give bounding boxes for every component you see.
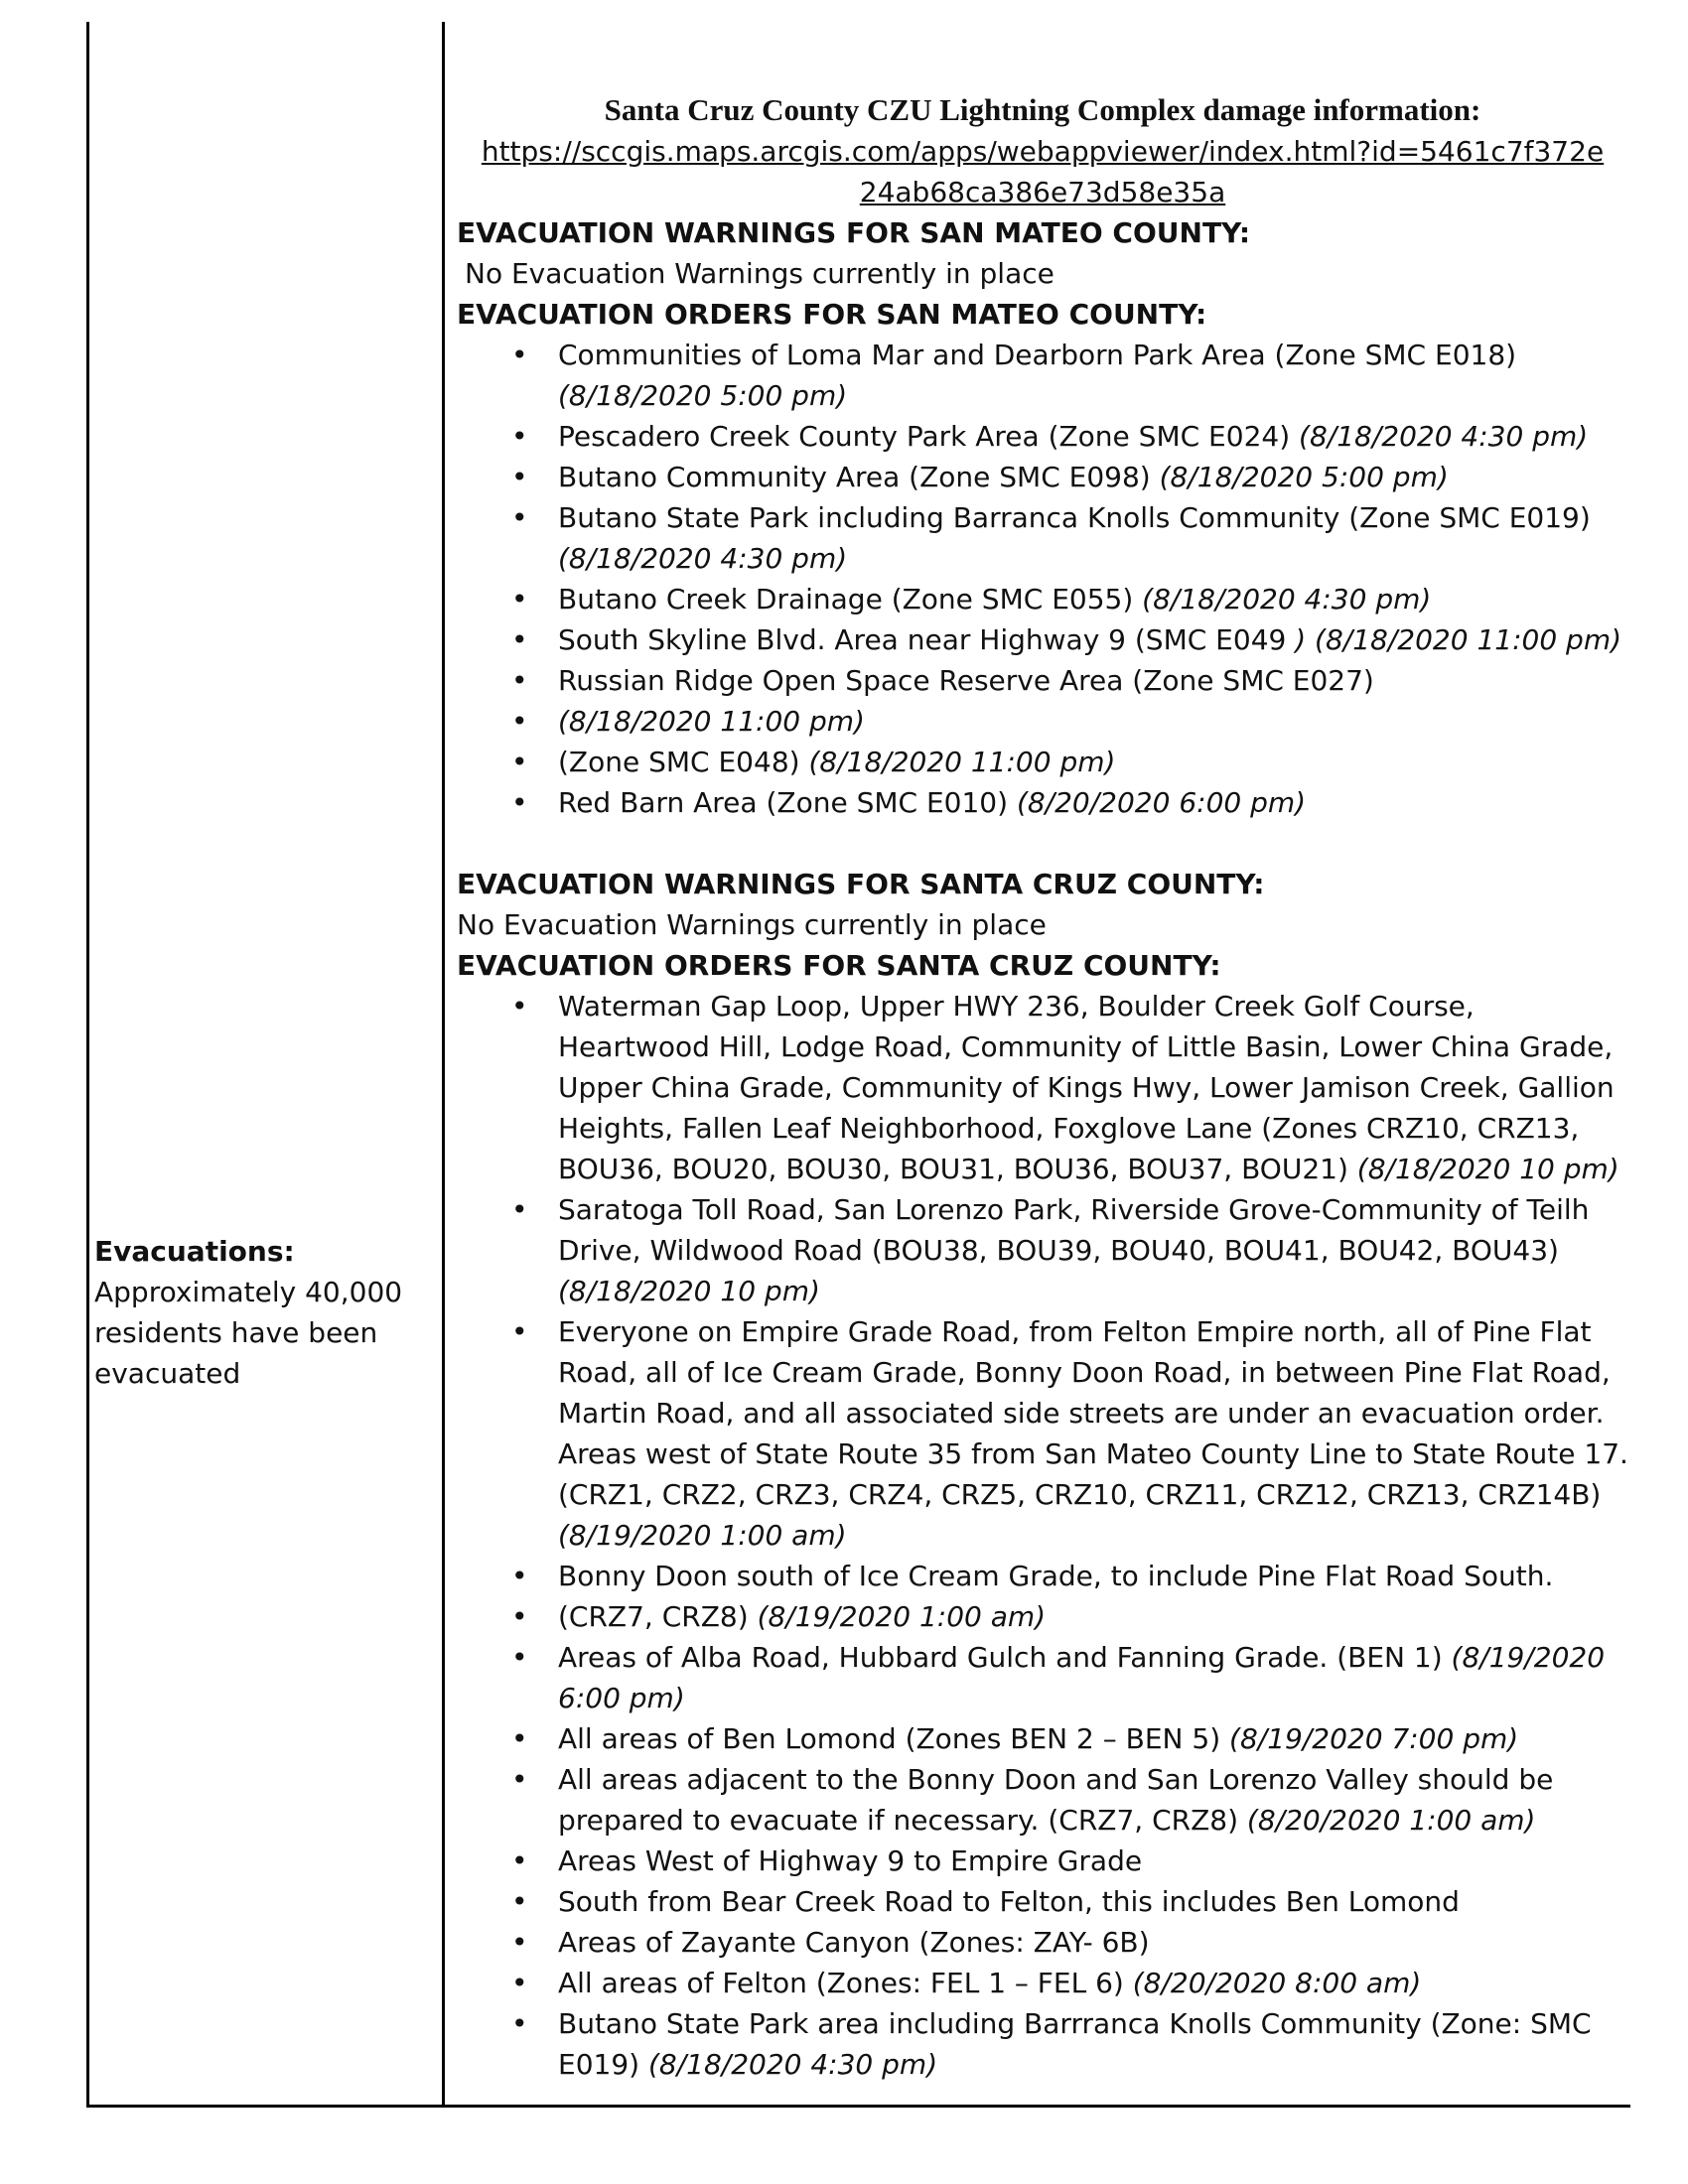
list-item bbox=[457, 742, 1628, 782]
bullet-icon: • bbox=[511, 786, 528, 819]
order-text: Butano State Park area including Barrranca Knolls Community (Zone: SMC E019) bbox=[558, 2007, 1592, 2081]
bullet-icon: • bbox=[511, 705, 528, 738]
evacuations-label: Evacuations: bbox=[94, 1235, 295, 1268]
list-item bbox=[457, 1881, 1628, 1922]
list-item bbox=[457, 1963, 1628, 2003]
order-text: Red Barn Area (Zone SMC E010) bbox=[558, 786, 1009, 819]
order-text: Butano Community Area (Zone SMC E098) bbox=[558, 461, 1151, 493]
order-date: ) (8/18/2020 11:00 pm) bbox=[1295, 623, 1622, 656]
order-text: (CRZ7, CRZ8) bbox=[558, 1600, 749, 1633]
bullet-icon: • bbox=[511, 583, 528, 615]
order-text: South Skyline Blvd. Area near Highway 9 (SMC E049 bbox=[558, 623, 1287, 656]
bullet-icon: • bbox=[511, 746, 528, 778]
list-item bbox=[457, 619, 1628, 660]
order-text: Everyone on Empire Grade Road, from Felton Empire north, all of Pine Flat Road, all of Ice Cream Grade, Bonny Doon Road, in between Pine Flat Road, Martin Road, and all associated side streets are under an evacuation order. Areas west of State Route 35 from San Mateo County Line to State Route 17. (CRZ1, CRZ2, CRZ3, CRZ4, CRZ5, CRZ10, CRZ11, CRZ12, CRZ13, CRZ14B) bbox=[558, 1315, 1628, 1511]
list-item bbox=[457, 579, 1628, 619]
damage-info-link[interactable]: https://sccgis.maps.arcgis.com/apps/webappviewer/index.html?id=5461c7f372e24ab68ca386e73d58e35a bbox=[481, 135, 1605, 208]
list-item bbox=[457, 1311, 1628, 1556]
order-text: Areas of Zayante Canyon (Zones: ZAY- 6B) bbox=[558, 1926, 1150, 1959]
order-text: Communities of Loma Mar and Dearborn Park Area (Zone SMC E018) bbox=[558, 339, 1517, 371]
bullet-icon: • bbox=[511, 990, 528, 1023]
order-date: (8/18/2020 5:00 pm) bbox=[1159, 461, 1449, 493]
order-date: (8/18/2020 11:00 pm) bbox=[558, 705, 865, 738]
smc-orders-heading: EVACUATION ORDERS FOR SAN MATEO COUNTY: bbox=[457, 298, 1207, 331]
bullet-icon: • bbox=[511, 1722, 528, 1755]
smc-warnings-heading: EVACUATION WARNINGS FOR SAN MATEO COUNTY: bbox=[457, 216, 1251, 249]
bullet-icon: • bbox=[511, 420, 528, 453]
order-text: Areas of Alba Road, Hubbard Gulch and Fanning Grade. (BEN 1) bbox=[558, 1641, 1443, 1674]
order-text: All areas of Ben Lomond (Zones BEN 2 – BEN 5) bbox=[558, 1722, 1221, 1755]
order-date: (8/18/2020 4:30 pm) bbox=[1299, 420, 1589, 453]
list-item bbox=[457, 701, 1628, 742]
order-text: Waterman Gap Loop, Upper HWY 236, Boulder Creek Golf Course, Heartwood Hill, Lodge Road, Community of Little Basin, Lower China Grade, Upper China Grade, Community of Kings Hwy, Lower Jamison Creek, Gallion Heights, Fallen Leaf Neighborhood, Foxglove Lane (Zones CRZ10, CRZ13, BOU36, BOU20, BOU30, BOU31, BOU36, BOU37, BOU21) bbox=[558, 990, 1615, 1185]
list-item bbox=[457, 2003, 1628, 2085]
list-item bbox=[457, 457, 1628, 497]
order-text: Areas West of Highway 9 to Empire Grade bbox=[558, 1844, 1143, 1877]
order-date: (8/18/2020 4:30 pm) bbox=[647, 2048, 938, 2081]
list-item bbox=[457, 1189, 1628, 1311]
bullet-icon: • bbox=[511, 1885, 528, 1918]
order-text: Butano Creek Drainage (Zone SMC E055) bbox=[558, 583, 1134, 615]
list-item bbox=[457, 1556, 1628, 1596]
list-item bbox=[457, 660, 1628, 701]
order-text: All areas adjacent to the Bonny Doon and San Lorenzo Valley should be prepared to evacuate if necessary. (CRZ7, CRZ8) bbox=[558, 1763, 1554, 1837]
order-text: South from Bear Creek Road to Felton, this includes Ben Lomond bbox=[558, 1885, 1460, 1918]
evacuations-summary: Approximately 40,000 residents have been evacuated bbox=[94, 1276, 403, 1390]
bullet-icon: • bbox=[511, 1967, 528, 1999]
bullet-icon: • bbox=[511, 1600, 528, 1633]
smc-warnings-text: No Evacuation Warnings currently in place bbox=[465, 257, 1055, 290]
evacuations-detail-cell bbox=[457, 89, 1628, 2085]
smc-orders-list bbox=[457, 335, 1628, 823]
order-date: (8/18/2020 5:00 pm) bbox=[558, 379, 848, 412]
order-date: (8/19/2020 7:00 pm) bbox=[1229, 1722, 1519, 1755]
order-text: All areas of Felton (Zones: FEL 1 – FEL 6) bbox=[558, 1967, 1124, 1999]
list-item bbox=[457, 986, 1628, 1189]
table-column-divider bbox=[442, 22, 445, 2107]
section-spacer bbox=[457, 823, 1628, 864]
bullet-icon: • bbox=[511, 1926, 528, 1959]
list-item bbox=[457, 1718, 1628, 1759]
order-date: (8/20/2020 6:00 pm) bbox=[1016, 786, 1307, 819]
bullet-icon: • bbox=[511, 623, 528, 656]
damage-info-title: Santa Cruz County CZU Lightning Complex damage information: bbox=[604, 92, 1481, 127]
order-text: Butano State Park including Barranca Knolls Community (Zone SMC E019) bbox=[558, 501, 1591, 534]
bullet-icon: • bbox=[511, 1844, 528, 1877]
order-date: (8/20/2020 8:00 am) bbox=[1132, 1967, 1422, 1999]
bullet-icon: • bbox=[511, 1315, 528, 1348]
table-left-border bbox=[86, 22, 89, 2107]
order-date: (8/19/2020 1:00 am) bbox=[558, 1519, 847, 1552]
list-item bbox=[457, 782, 1628, 823]
order-text: (Zone SMC E048) bbox=[558, 746, 800, 778]
order-date: (8/19/2020 6:00 pm) bbox=[558, 1641, 1606, 1714]
order-date: (8/20/2020 1:00 am) bbox=[1246, 1804, 1536, 1837]
bullet-icon: • bbox=[511, 1560, 528, 1592]
order-date: (8/18/2020 4:30 pm) bbox=[558, 542, 848, 575]
list-item bbox=[457, 1596, 1628, 1637]
order-text: Pescadero Creek County Park Area (Zone SMC E024) bbox=[558, 420, 1291, 453]
order-date: (8/18/2020 10 pm) bbox=[558, 1275, 820, 1307]
sc-orders-list bbox=[457, 986, 1628, 2085]
list-item bbox=[457, 1637, 1628, 1718]
sc-warnings-heading: EVACUATION WARNINGS FOR SANTA CRUZ COUNTY: bbox=[457, 868, 1265, 900]
bullet-icon: • bbox=[511, 2007, 528, 2040]
list-item bbox=[457, 497, 1628, 579]
sc-orders-heading: EVACUATION ORDERS FOR SANTA CRUZ COUNTY: bbox=[457, 949, 1221, 982]
bullet-icon: • bbox=[511, 1193, 528, 1226]
bullet-icon: • bbox=[511, 461, 528, 493]
list-item bbox=[457, 1759, 1628, 1841]
order-date: (8/18/2020 4:30 pm) bbox=[1142, 583, 1432, 615]
table-bottom-border bbox=[86, 2105, 1630, 2108]
order-text: Saratoga Toll Road, San Lorenzo Park, Riverside Grove-Community of Teilh Drive, Wildwood Road (BOU38, BOU39, BOU40, BOU41, BOU42, BOU43) bbox=[558, 1193, 1590, 1267]
list-item bbox=[457, 416, 1628, 457]
order-date: (8/18/2020 10 pm) bbox=[1356, 1153, 1619, 1185]
order-date: (8/19/2020 1:00 am) bbox=[757, 1600, 1047, 1633]
order-date: (8/18/2020 11:00 pm) bbox=[808, 746, 1116, 778]
list-item bbox=[457, 1841, 1628, 1881]
bullet-icon: • bbox=[511, 339, 528, 371]
sc-warnings-text: No Evacuation Warnings currently in place bbox=[457, 908, 1047, 941]
bullet-icon: • bbox=[511, 1641, 528, 1674]
list-item bbox=[457, 335, 1628, 416]
order-text: Russian Ridge Open Space Reserve Area (Zone SMC E027) bbox=[558, 664, 1374, 697]
bullet-icon: • bbox=[511, 1763, 528, 1796]
order-text: Bonny Doon south of Ice Cream Grade, to include Pine Flat Road South. bbox=[558, 1560, 1554, 1592]
evacuations-label-cell bbox=[94, 1231, 422, 1394]
bullet-icon: • bbox=[511, 501, 528, 534]
list-item bbox=[457, 1922, 1628, 1963]
bullet-icon: • bbox=[511, 664, 528, 697]
